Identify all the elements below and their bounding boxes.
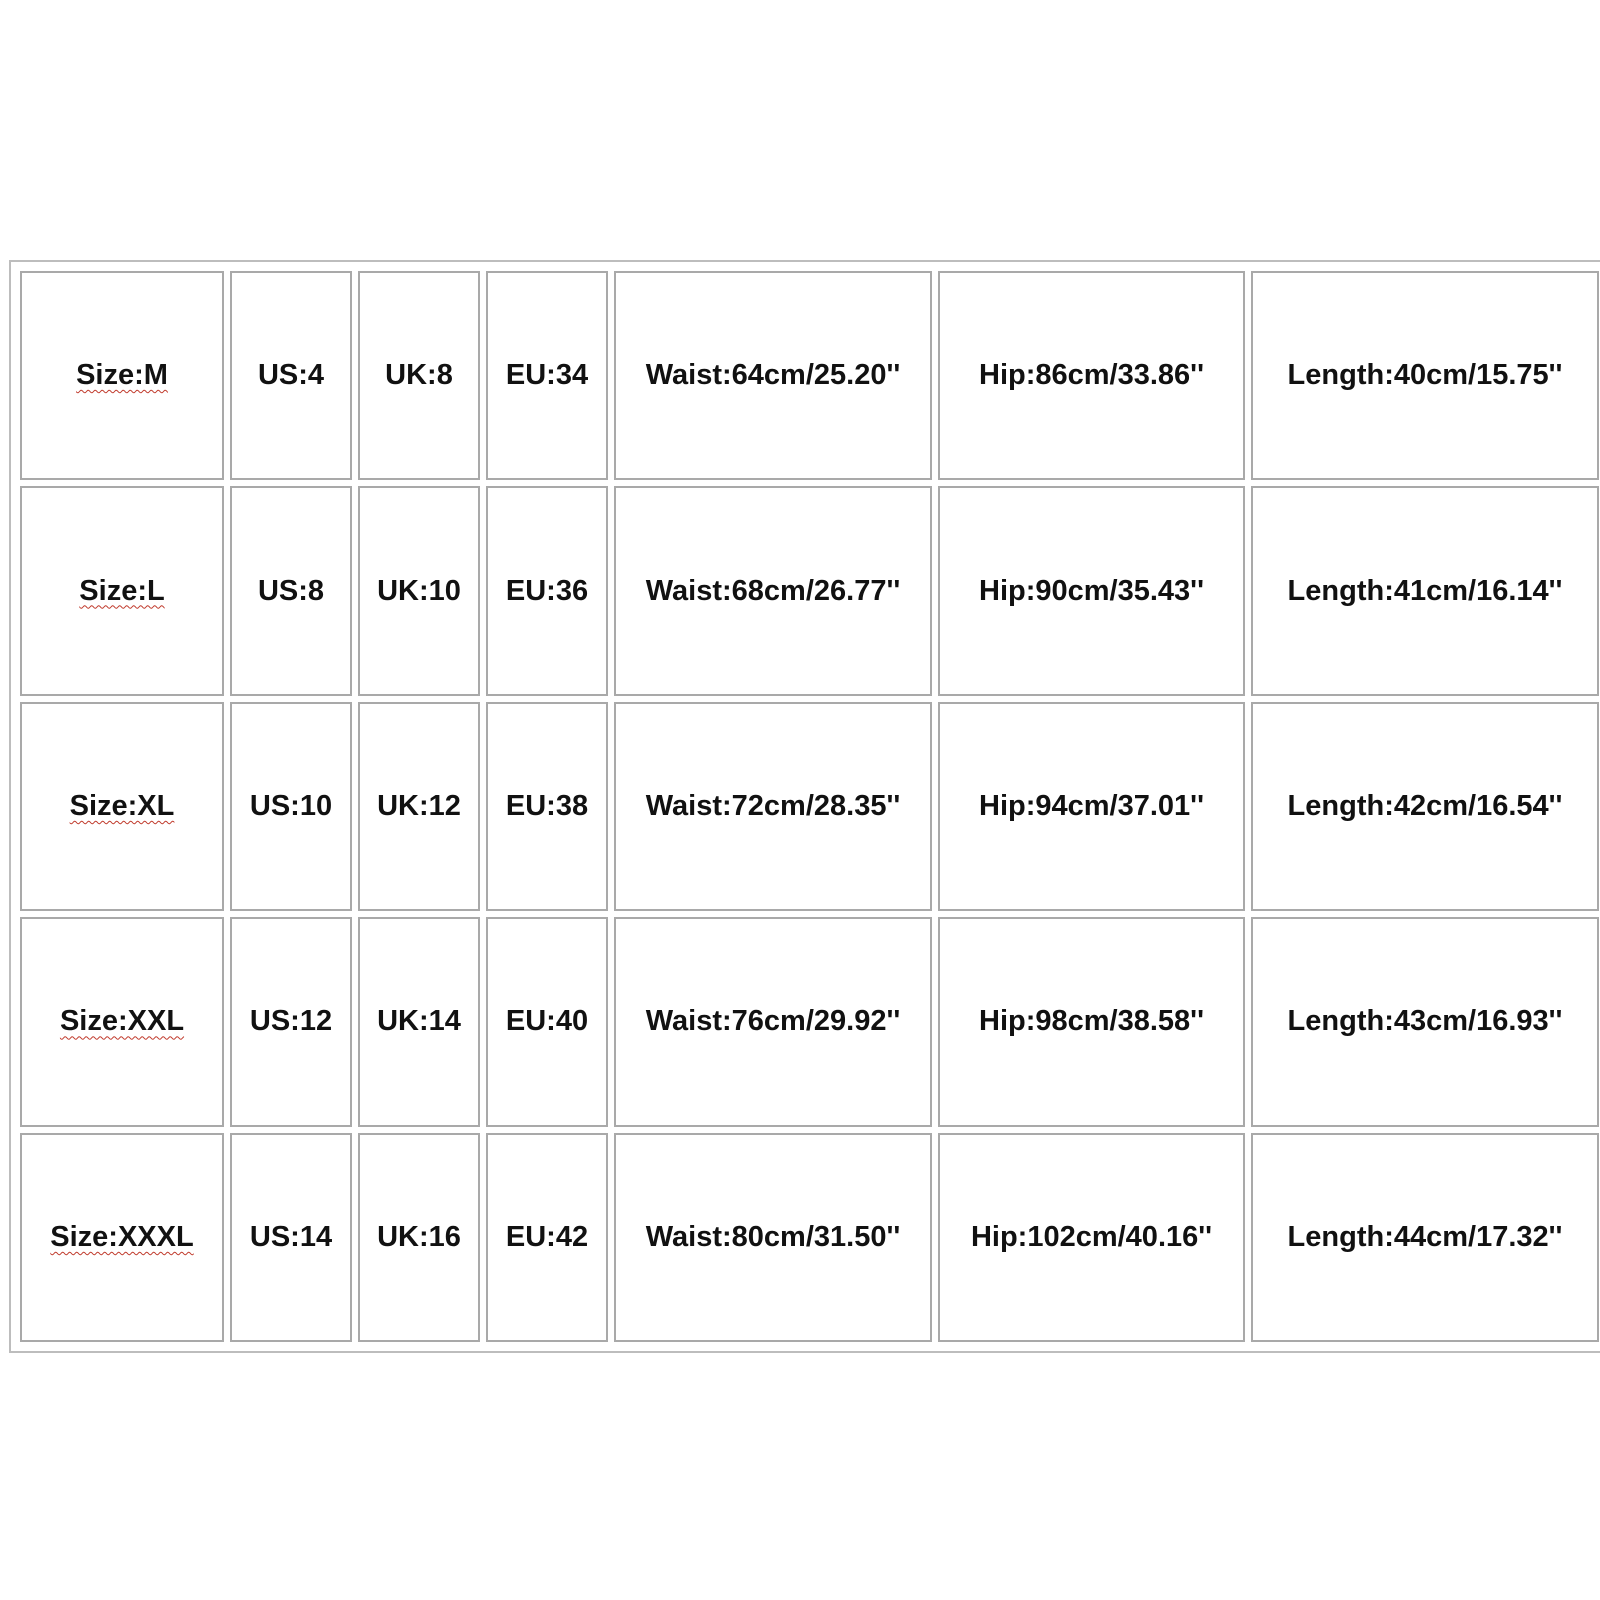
size-label: Size:XXXL [50,1220,194,1253]
eu-size-cell: EU:36 [486,486,608,695]
hip-cell: Hip:102cm/40.16'' [938,1133,1245,1342]
length-cell: Length:43cm/16.93'' [1251,917,1599,1126]
size-label: Size:M [76,359,168,392]
us-size-cell: US:10 [230,702,352,911]
length-cell: Length:40cm/15.75'' [1251,271,1599,480]
us-size-cell: US:14 [230,1133,352,1342]
us-size-cell: US:12 [230,917,352,1126]
hip-cell: Hip:86cm/33.86'' [938,271,1245,480]
length-cell: Length:41cm/16.14'' [1251,486,1599,695]
eu-size-cell: EU:40 [486,917,608,1126]
eu-size-cell: EU:34 [486,271,608,480]
size-cell [20,702,224,911]
hip-cell: Hip:98cm/38.58'' [938,917,1245,1126]
size-label: Size:XXL [59,1005,185,1038]
eu-size-cell: EU:42 [486,1133,608,1342]
us-size-cell: US:8 [230,486,352,695]
uk-size-cell: UK:8 [358,271,480,480]
size-cell [20,1133,224,1342]
us-size-cell: US:4 [230,271,352,480]
table-row [20,271,1599,480]
size-cell [20,271,224,480]
waist-cell: Waist:80cm/31.50'' [614,1133,932,1342]
uk-size-cell: UK:16 [358,1133,480,1342]
hip-cell: Hip:94cm/37.01'' [938,702,1245,911]
uk-size-cell: UK:12 [358,702,480,911]
table-row [20,486,1599,695]
waist-cell: Waist:76cm/29.92'' [614,917,932,1126]
table-row [20,917,1599,1126]
size-cell [20,486,224,695]
hip-cell: Hip:90cm/35.43'' [938,486,1245,695]
length-cell: Length:42cm/16.54'' [1251,702,1599,911]
table-row [20,702,1599,911]
size-chart-table [9,260,1600,1353]
length-cell: Length:44cm/17.32'' [1251,1133,1599,1342]
table-row [20,1133,1599,1342]
waist-cell: Waist:64cm/25.20'' [614,271,932,480]
uk-size-cell: UK:14 [358,917,480,1126]
size-label: Size:L [79,574,165,607]
size-cell [20,917,224,1126]
uk-size-cell: UK:10 [358,486,480,695]
waist-cell: Waist:68cm/26.77'' [614,486,932,695]
eu-size-cell: EU:38 [486,702,608,911]
size-label: Size:XL [69,789,175,822]
waist-cell: Waist:72cm/28.35'' [614,702,932,911]
